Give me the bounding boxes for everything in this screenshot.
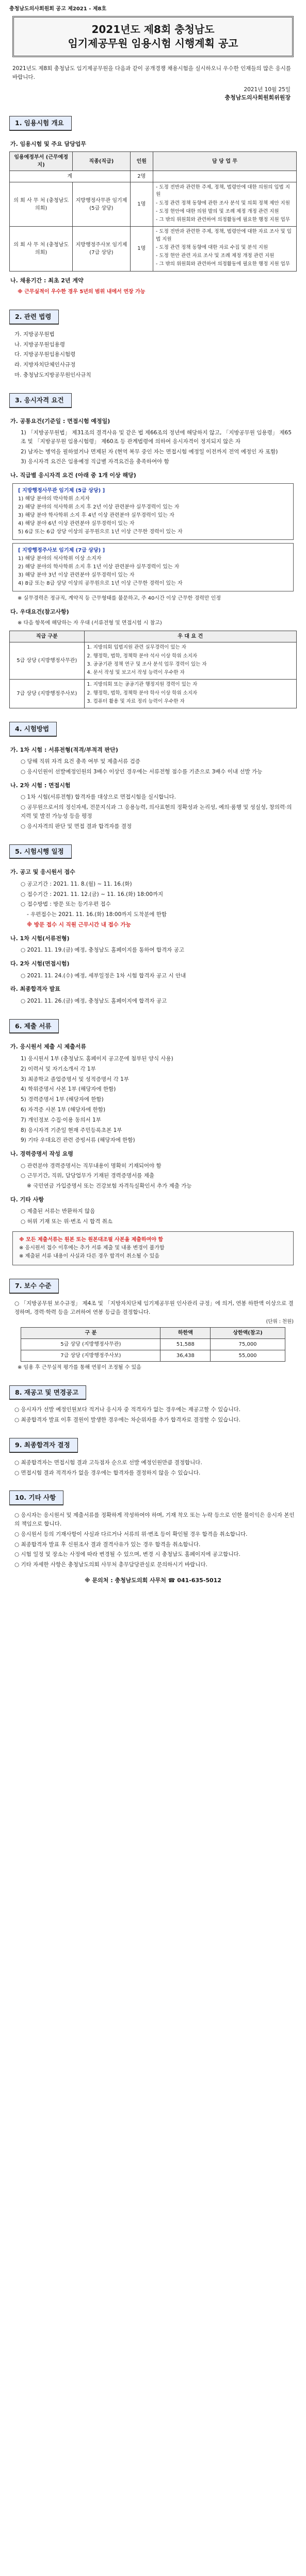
section-title: 10. 기타 사항 [9,1490,63,1505]
paragraph: ○ 응시원서 등의 기재사항이 사실과 다르거나 서류의 위·변조 등이 확인될 경우 합격을 취소합니다. [14,1531,248,1537]
warning-box [12,1231,294,1265]
duty-item: - 도정 전반과 관련한 주제, 정책, 법령안에 대한 자료 조사 및 입법 지원 [155,229,292,242]
paragraph: ○ 응시자격의 판단 및 면접 결과 합격자를 결정 [21,823,132,829]
preference-item: 3. 공공기관 정책 연구 및 조사 분석 업무 경력이 있는 자 [87,661,207,667]
list-item: 4) 8급 또는 8급 상당 이상의 공무원으로 1년 이상 근무한 경력이 있는 자 [18,580,183,586]
count-cell: 1명 [130,182,153,227]
total-label: 계 [10,171,131,182]
sub-heading: 가. 공고 및 응시원서 접수 [10,869,75,876]
list-item: 5) 6급 또는 6급 상당 이상의 공무원으로 1년 이상 근무한 경력이 있는 자 [18,529,183,535]
duty-item: - 그 밖의 위원회와 관련하여 의정활동에 필요한 행정 지원 업무 [155,217,291,223]
title-line1: 2021년도 제8회 충청남도 [91,23,215,36]
paragraph: ○ 면접시험 결과 적격자가 없을 경우에는 합격자를 결정하지 않을 수 있습니다. [14,1469,201,1476]
table-header: 구 분 [21,1327,160,1338]
section-title: 1. 임용시험 개요 [9,116,72,131]
salary-max: 55,000 [211,1350,285,1361]
sub-heading: 다. 2차 시험(면접시험) [10,960,70,968]
paragraph: ○ 공고기간 : 2021. 11. 8.(월) ~ 11. 16.(화) [21,880,132,887]
duty-item: - 도정 현안에 대한 의원 발의 및 조례 제정 개정 관련 지원 [155,208,279,214]
sub-heading: 가. 응시원서 제출 시 제출서류 [10,1043,87,1050]
table-header: 우 대 요 건 [84,631,296,642]
paragraph: ※ 방문 접수 시 직원 근무시간 내 접수 가능 [27,921,131,928]
contact-info: ※ 문의처 : 충청남도의회 사무처 ☎ 041-635-5012 [85,1577,221,1584]
paragraph: ○ 「지방공무원 보수규정」 제4조 및 「지방자치단체 임기제공무원 인사관리 규정」에 의거, 연봉 하한액 이상으로 결정하며, 경력·학력 등을 고려하여 연봉 등급을 결정합니다. [14,1300,294,1315]
list-item: 가. 지방공무원법 [14,331,55,337]
paragraph: ○ 응시자는 응시원서 및 제출서류를 정확하게 작성하여야 하며, 기재 착오 또는 누락 등으로 인한 불이익은 응시자 본인의 책임으로 합니다. [14,1512,295,1527]
paragraph: ○ 응시자가 선발 예정인원보다 적거나 응시자 중 적격자가 없는 경우에는 재공고할 수 있습니다. [14,1406,240,1413]
salary-min: 51,588 [160,1338,211,1350]
table-header: 담 당 업 무 [153,152,296,171]
paragraph: ○ 시험 일정 및 장소는 사정에 따라 변경될 수 있으며, 변경 시 충청남도 홈페이지에 공고합니다. [14,1551,240,1558]
paragraph: ○ 근무기간, 직위, 담당업무가 기재된 경력증명서를 제출 [21,1173,155,1179]
paragraph: 9) 기타 우대요건 관련 증빙서류 (해당자에 한함) [21,1137,135,1144]
paragraph: ○ 1차 시험(서류전형) 합격자를 대상으로 면접시험을 실시합니다. [21,794,176,801]
list-item: 1) 해당 분야의 석사학위 이상 소지자 [18,555,102,562]
list-item: 1) 해당 분야의 박사학위 소지자 [18,496,90,502]
section-title: 2. 관련 법령 [9,310,59,325]
grade7-box [12,543,294,591]
duty-item: - 그 밖의 위원회와 관련하여 의정활동에 필요한 행정 지원 업무 [155,261,291,267]
preference-item: 1. 지방의회 또는 공공기관 행정지원 경력이 있는 자 [87,682,198,688]
paragraph: ○ 기타 자세한 사항은 충청남도의회 사무처 총무담당관실로 문의하시기 바랍니다. [14,1562,207,1568]
table-row [10,680,297,708]
salary-table [21,1327,285,1362]
section-title: 3. 응시자격 요건 [9,393,72,408]
table-header: 하한액 [160,1327,211,1338]
paragraph: 2) 이력서 및 자기소개서 각 1부 [21,1065,96,1072]
sub-heading: 나. 채용기간 : 최초 2년 계약 [10,277,84,284]
table-row [10,227,297,271]
paragraph: ○ 제출된 서류는 반환하지 않음 [21,1208,95,1215]
paragraph: 5) 경력증명서 1부 (해당자에 한함) [21,1096,104,1103]
table-row [21,1338,285,1350]
table-header-row [10,152,297,171]
section-salary [9,1279,297,1372]
grade-cell: 7급 상당 (지방행정주사보) [10,680,85,708]
preference-item: 4. 문서 작성 및 보고서 작성 능력이 우수한 자 [87,670,185,676]
list-item: 3) 해당 분야 학사학위 소지 후 4년 이상 관련분야 실무경력이 있는 자 [18,512,174,518]
grade-cell: 5급 상당 (지방행정사무관) [10,642,85,680]
title-line2: 임기제공무원 임용시험 시행계획 공고 [68,37,238,49]
paragraph: ○ 최종합격자는 면접시험 결과 고득점자 순으로 선발 예정인원만큼 결정합니다. [14,1459,202,1466]
duties-cell [153,182,296,227]
paragraph: ○ 공무원으로서의 정신자세, 전문지식과 그 응용능력, 의사표현의 정확성과 논리성, 예의·품행 및 성실성, 창의력·의지력 및 발전 가능성 등을 평정 [21,804,292,819]
grade-cell: 지방행정주사보 임기제(7급 상당) [73,227,130,271]
duty-item: - 도정 현안 관련 자료 조사 및 조례 제정 개정 관련 지원 [155,253,275,259]
table-header: 직급 구분 [10,631,85,642]
section-title: 8. 재공고 및 면경공고 [9,1385,86,1400]
preference-table [9,631,297,708]
paragraph: ○ 최종합격자 발표 후 신원조사 결과 결격사유가 있는 경우 합격을 취소합니다. [14,1541,201,1548]
paragraph: - 우편접수는 2021. 11. 16.(화) 18:00까지 도착분에 한함 [27,911,167,918]
list-item: 마. 충청남도지방공무원인사규칙 [14,372,91,379]
paragraph: 3) 최종학교 졸업증명서 및 성적증명서 각 1부 [21,1076,129,1082]
sub-heading: 나. 1차 시험(서류전형) [10,935,70,942]
note-text: ※ 임용 후 근무실적 평가를 통해 연봉이 조정될 수 있음 [18,1364,141,1370]
section-documents [9,1019,297,1265]
list-item: 라. 지방자치단체인사규정 [14,362,76,368]
grade-cell: 지방행정사무관 임기제(5급 상당) [73,182,130,227]
paragraph: 1) 응시원서 1부 (충청남도 홈페이지 공고문에 첨부된 양식 사용) [21,1055,173,1062]
sub-heading: 나. 2차 시험 : 면접시험 [10,782,71,789]
paragraph: ○ 최종합격자 발표 이후 결원이 발생한 경우에는 차순위자를 추가 합격자로 결정할 수 있습니다. [14,1417,240,1423]
paragraph: 6) 자격증 사본 1부 (해당자에 한함) [21,1106,106,1113]
preference-item: 2. 행정학, 법학, 정책학 분야 학사 이상 학위 소지자 [87,690,198,696]
salary-grade: 5급 상당 (지방행정사무관) [21,1338,160,1350]
paragraph: 3) 응시자격 요건은 임용예정 직급별 자격요건을 충족하여야 함 [21,459,169,465]
grade5-box [12,483,294,540]
paragraph: 2) 남자는 병역을 필하였거나 면제된 자 (현역 복무 중인 자는 면접시험 예정일 이전까지 전역 예정인 자 포함) [21,448,278,455]
sub-heading: 가. 1차 시험 : 서류전형(적격/부적격 판단) [10,746,118,753]
title-box [12,16,294,57]
table-header: 직종(직급) [73,152,130,171]
dept-cell: 의 회 사 무 처 (충청남도의회) [10,227,73,271]
paragraph: ○ 2021. 11. 19.(금) 예정, 충청남도 홈페이지를 통하여 합격자 공고 [21,947,185,954]
warning-line: ※ 모든 제출서류는 원본 또는 원본대조필 사본을 제출하여야 함 [19,1237,164,1243]
table-row [21,1350,285,1361]
list-item: 3) 해당 분야 3년 이상 관련분야 실무경력이 있는 자 [18,572,135,578]
paragraph: ○ 2021. 11. 24.(수) 예정, 세부일정은 1차 시험 합격자 공고 시 안내 [21,972,186,979]
table-header-row [21,1327,285,1338]
sub-heading: 나. 경력증명서 작성 요령 [10,1150,73,1158]
duty-item: - 도정 관련 정책 동향에 관한 조사 분석 및 의회 정책 제안 지원 [155,200,290,206]
sub-heading: 라. 최종합격자 발표 [10,986,60,993]
paragraph: ○ 접수방법 : 방문 또는 등기우편 접수 [21,901,111,908]
list-item: 다. 지방공무원임용시험령 [14,351,76,358]
sub-heading: 가. 공통요건(기준일 : 면접시험 예정일) [10,417,110,425]
table-header: 임용예정부서 (근무예정지) [10,152,73,171]
section-misc [9,1490,297,1585]
preference-item: 1. 지방의회 입법지원 관련 실무경력이 있는 자 [87,645,186,651]
preference-item: 2. 행정학, 법학, 정책학 분야 석사 이상 학위 소지자 [87,653,198,659]
preference-cell [84,642,296,680]
table-header: 상한액(참고) [211,1327,285,1338]
salary-grade: 7급 상당 (지방행정주사보) [21,1350,160,1361]
section-title: 9. 최종합격자 결정 [9,1438,78,1453]
preference-item: 3. 컴퓨터 활용 및 자료 정리 능력이 우수한 자 [87,698,185,704]
intro-text: 2021년도 제8회 충청남도 임기제공무원을 다음과 같이 공개경쟁 채용시험을 실시하오니 우수한 인재들의 많은 응시를 바랍니다. [12,65,292,80]
note-text: ※ 다음 항목에 해당하는 자 우대 (서류전형 및 면접시험 시 참고) [18,620,162,626]
paragraph: ○ 관련분야 경력증명서는 직무내용이 명확히 기재되어야 함 [21,1162,162,1169]
sub-heading: 다. 우대요건(참고사항) [10,608,69,615]
list-item: 2) 해당 분야의 석사학위 소지 후 2년 이상 관련분야 실무경력이 있는 자 [18,504,180,510]
paragraph: 4) 학위증명서 사본 1부 (해당자에 한함) [21,1086,116,1093]
sub-heading: 다. 기타 사항 [10,1196,44,1203]
paragraph: 7) 개인정보 수집·이용 동의서 1부 [21,1116,101,1123]
table-header: 인원 [130,152,153,171]
section-reannouncement [9,1385,297,1425]
list-item: 나. 지방공무원임용령 [14,341,65,348]
table-row [10,182,297,227]
section-eligibility [9,393,297,708]
note-text: ※ 근무실적이 우수한 경우 5년의 범위 내에서 연장 가능 [18,289,146,295]
table-header-row [10,631,297,642]
preference-cell [84,680,296,708]
list-item: 2) 해당 분야의 학사학위 소지 후 1년 이상 관련분야 실무경력이 있는 자 [18,564,180,570]
table-row-total [10,171,297,182]
table-row [10,642,297,680]
count-cell: 1명 [130,227,153,271]
salary-min: 36,438 [160,1350,211,1361]
position-table [9,151,297,272]
section-title: 6. 제출 서류 [9,1019,59,1034]
grade7-title: [ 지방행정주사보 임기제 (7급 상당) ] [18,547,105,553]
paragraph: 8) 응시자격 기준일 현재 주민등록초본 1부 [21,1127,122,1133]
note-text: ※ 실무경력은 정규직, 계약직 등 근무형태를 불문하고, 주 40시간 이상 근무한 경력만 인정 [18,595,221,601]
dept-cell: 의 회 사 무 처 (충청남도의회) [10,182,73,227]
salary-max: 75,000 [211,1338,285,1350]
section-exam-method [9,722,297,831]
warning-line: ※ 제출된 서류 내용이 사실과 다른 경우 합격이 취소될 수 있음 [19,1253,160,1260]
section-schedule [9,844,297,1006]
section-title: 5. 시험시행 일정 [9,844,72,859]
paragraph: ○ 당해 직위 자격 요건 충족 여부 및 제출서류 검증 [21,758,140,765]
duties-cell [153,227,296,271]
list-item: 4) 해당 분야 6년 이상 관련분야 실무경력이 있는 자 [18,520,135,527]
paragraph: ○ 2021. 11. 26.(금) 예정, 충청남도 홈페이지에 합격자 공고 [21,997,167,1004]
warning-line: ※ 응시원서 접수 이후에는 추가 서류 제출 및 내용 변경이 불가함 [19,1245,165,1251]
notice-number: 충청남도의사회원회 공고 제2021 - 제8호 [9,6,107,12]
paragraph: ○ 접수기간 : 2021. 11. 12.(금) ~ 11. 16.(화) 18:00까지 [21,891,164,897]
notice-org: 충청남도의사회원회위원장 [224,94,291,101]
sub-heading: 가. 임용시험 및 주요 담당업무 [10,140,87,147]
paragraph: ※ 국민연금 가입증명서 또는 건강보험 자격득실확인서 추가 제출 가능 [27,1183,192,1190]
paragraph: ○ 허위 기재 또는 위·변조 시 합격 취소 [21,1218,112,1225]
section-final-decision [9,1438,297,1477]
table-unit-label: (단위 : 천원) [266,1319,294,1325]
date-block [9,86,297,103]
paragraph: 1) 「지방공무원법」 제31조의 결격사유 및 같은 법 제66조의 정년에 해당하지 않고, 「지방공무원 임용령」 제65조 및 「지방공무원 임용시험령」 제60조 등 관계법령에 의하여 응시자격이 정지되지 않은 자 [21,430,292,445]
duty-item: - 도정 전반과 관련한 주제, 정책, 법령안에 대한 의원의 입법 지원 [155,184,290,198]
sub-heading: 나. 직급별 응시자격 요건 (아래 중 1개 이상 해당) [10,472,136,479]
section-title: 4. 시험방법 [9,722,57,737]
total-count: 2명 [130,171,153,182]
grade5-title: [ 지방행정사무관 임기제 (5급 상당) ] [18,487,105,494]
section-laws [9,310,297,380]
section-title: 7. 보수 수준 [9,1279,59,1294]
section-overview [9,116,297,296]
notice-date: 2021년 10월 25일 [244,86,291,93]
duty-item: - 도정 관련 정책 동향에 대한 자료 수집 및 분석 지원 [155,244,268,250]
paragraph: ○ 응시인원이 선발예정인원의 3배수 이상인 경우에는 서류전형 점수를 기준으로 3배수 이내 선발 가능 [21,769,263,775]
